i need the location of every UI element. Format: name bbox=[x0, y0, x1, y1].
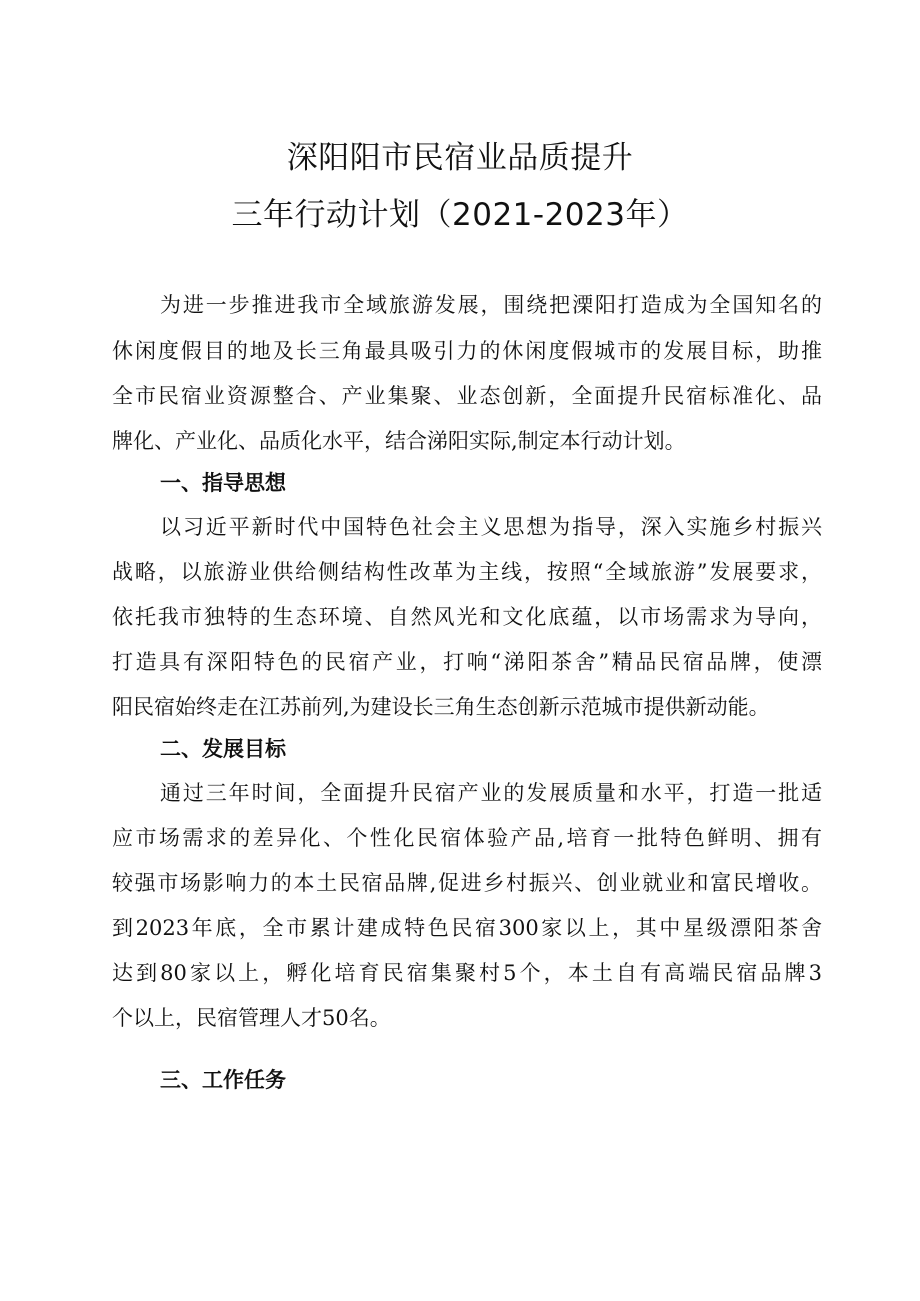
section-2-line: 通过三年时间，全面提升民宿产业的发展质量和水平，打造一批适 bbox=[160, 781, 822, 805]
section-1-line: 以习近平新时代中国特色社会主义思想为指导，深入实施乡村振兴 bbox=[160, 515, 822, 539]
section-2-line: 达到80家以上，孵化培育民宿集聚村5个，本土自有高端民宿品牌3 bbox=[112, 961, 822, 985]
document-title-line-2: 三年行动计划（2021-2023年） bbox=[231, 197, 689, 233]
section-heading-guiding-ideology: 一、指导思想 bbox=[160, 471, 286, 495]
section-1-line: 依托我市独特的生态环境、自然风光和文化底蕴，以市场需求为导向， bbox=[112, 605, 822, 629]
section-1-line: 打造具有深阳特色的民宿产业，打响“涕阳茶舍”精品民宿品牌，使漂 bbox=[112, 650, 822, 674]
intro-line: 为进一步推进我市全域旅游发展，围绕把溧阳打造成为全国知名的 bbox=[160, 293, 822, 317]
document-title-line-1: 深阳阳市民宿业品质提升 bbox=[286, 140, 634, 176]
intro-line: 牌化、产业化、品质化水平，结合涕阳实际,制定本行动计划。 bbox=[112, 429, 686, 453]
section-2-line: 较强市场影响力的本土民宿品牌,促进乡村振兴、创业就业和富民增收。 bbox=[112, 871, 822, 895]
section-heading-development-goals: 二、发展目标 bbox=[160, 737, 286, 761]
section-heading-work-tasks: 三、工作任务 bbox=[160, 1068, 286, 1092]
section-1-line: 战略，以旅游业供给侧结构性改革为主线，按照“全域旅游”发展要求， bbox=[112, 560, 822, 584]
intro-line: 休闲度假目的地及长三角最具吸引力的休闲度假城市的发展目标，助推 bbox=[112, 339, 822, 363]
intro-line: 全市民宿业资源整合、产业集聚、业态创新，全面提升民宿标准化、品 bbox=[112, 384, 822, 408]
section-2-line: 个以上，民宿管理人才50名。 bbox=[112, 1006, 391, 1030]
section-1-line: 阳民宿始终走在江苏前列,为建设长三角生态创新示范城市提供新动能。 bbox=[112, 695, 770, 719]
section-2-line: 应市场需求的差异化、个性化民宿体验产品,培育一批特色鲜明、拥有 bbox=[112, 826, 822, 850]
section-2-line: 到2023年底，全市累计建成特色民宿300家以上，其中星级漂阳茶舍 bbox=[112, 916, 822, 940]
